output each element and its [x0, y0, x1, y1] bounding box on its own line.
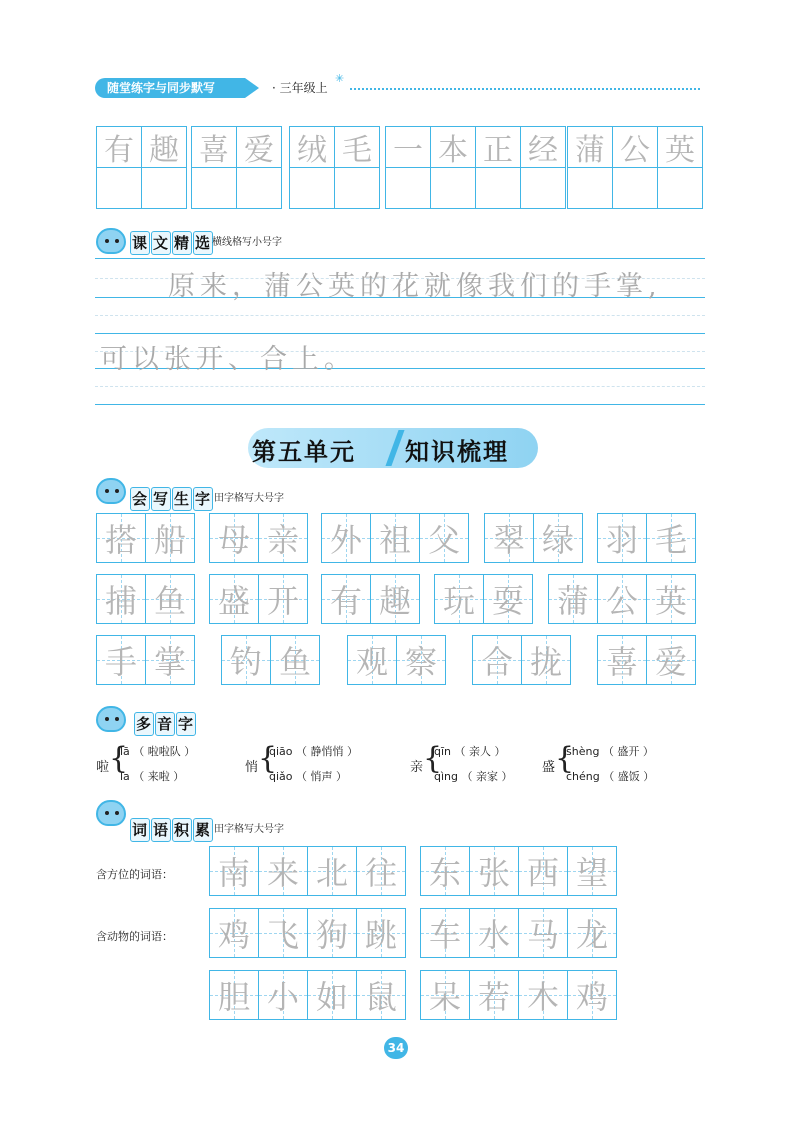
tian-grid-word: [209, 846, 406, 896]
tian-grid-cell[interactable]: [370, 513, 420, 563]
write-chars-title-char: 写: [151, 487, 171, 511]
trace-char: 跳: [364, 916, 397, 954]
tian-grid-cell[interactable]: [434, 574, 484, 624]
blank-write-cell[interactable]: [567, 167, 613, 209]
brace-icon: {: [423, 741, 443, 776]
tian-grid-cell[interactable]: [533, 513, 583, 563]
trace-char: 东: [428, 854, 461, 892]
trace-char: 鱼: [153, 582, 186, 620]
excerpt-title-char: 文: [151, 231, 171, 255]
tian-grid-cell[interactable]: [321, 513, 371, 563]
polyphone-reading: lā （ 啦啦队 ）: [120, 745, 196, 758]
trace-char-cell: 有: [96, 126, 142, 168]
tian-grid-word: [420, 908, 617, 958]
trace-char-cell: 正: [475, 126, 521, 168]
trace-char: 马: [526, 916, 559, 954]
top-word-grid: [385, 126, 566, 209]
trace-char: 绿: [541, 521, 574, 559]
vocab-subtitle: 田字格写大号字: [214, 824, 284, 835]
brace-icon: {: [258, 741, 278, 776]
blank-write-cell[interactable]: [612, 167, 658, 209]
trace-char: 爱: [654, 643, 687, 681]
tian-grid-word: [434, 574, 533, 624]
trace-char: 掌: [153, 643, 186, 681]
tian-grid-word: [209, 574, 308, 624]
tian-grid-cell[interactable]: [258, 574, 308, 624]
polyphone-char: 盛: [542, 760, 556, 775]
polyphone-reading: qiāo （ 静悄悄 ）: [269, 745, 358, 758]
tian-grid-word: [321, 513, 469, 563]
polyphone-reading: qìng （ 亲家 ）: [434, 770, 513, 783]
write-chars-title: [130, 487, 214, 511]
tian-grid-cell[interactable]: [209, 846, 259, 896]
trace-char-cell: 英: [657, 126, 703, 168]
top-word-column: [141, 126, 187, 209]
brace-icon: {: [109, 741, 129, 776]
trace-char: 若: [477, 978, 510, 1016]
trace-char: 望: [575, 854, 608, 892]
panda-icon: [96, 228, 126, 254]
trace-char: 耍: [491, 582, 524, 620]
tian-grid-cell[interactable]: [96, 635, 146, 685]
tian-grid-cell[interactable]: [96, 574, 146, 624]
trace-char: 羽: [605, 521, 638, 559]
trace-char: 手: [104, 643, 137, 681]
tian-grid-cell[interactable]: [420, 908, 470, 958]
polyphone-title-char: 字: [176, 712, 196, 736]
trace-char: 狗: [315, 916, 348, 954]
trace-char-cell: 蒲: [567, 126, 613, 168]
tian-grid-word: [420, 846, 617, 896]
tian-grid-cell[interactable]: [258, 846, 308, 896]
vocab-title-char: 语: [151, 818, 171, 842]
trace-char-cell: 公: [612, 126, 658, 168]
tian-grid-cell[interactable]: [321, 574, 371, 624]
top-word-column: [96, 126, 142, 209]
tian-grid-cell[interactable]: [258, 513, 308, 563]
tian-grid-cell[interactable]: [356, 970, 406, 1020]
trace-char: 趣: [378, 582, 411, 620]
frog-icon: [96, 706, 126, 732]
unit-subtitle: 知识梳理: [405, 437, 509, 466]
tian-grid-word: [347, 635, 446, 685]
tian-grid-cell[interactable]: [469, 970, 519, 1020]
trace-char-cell: 爱: [236, 126, 282, 168]
trace-char: 来: [266, 854, 299, 892]
trace-char: 盛: [217, 582, 250, 620]
excerpt-line-1: 原来，蒲公英的花就像我们的手掌,: [168, 271, 662, 302]
tian-grid-cell[interactable]: [356, 908, 406, 958]
vocab-title-char: 累: [193, 818, 213, 842]
tian-grid-word: [209, 513, 308, 563]
trace-char: 公: [605, 582, 638, 620]
trace-char: 鼠: [364, 978, 397, 1016]
guide-line: [95, 386, 705, 387]
polyphone-title: [134, 712, 197, 736]
tian-grid-cell[interactable]: [646, 513, 696, 563]
tian-grid-word: [597, 513, 696, 563]
top-word-column: [612, 126, 658, 209]
write-chars-title-char: 会: [130, 487, 150, 511]
polyphone-title-char: 音: [155, 712, 175, 736]
tian-grid-word: [96, 513, 195, 563]
trace-char-cell: 经: [520, 126, 566, 168]
excerpt-title-char: 选: [193, 231, 213, 255]
tian-grid-cell[interactable]: [145, 574, 195, 624]
top-word-column: [520, 126, 566, 209]
tian-grid-cell[interactable]: [469, 846, 519, 896]
trace-char: 北: [315, 854, 348, 892]
top-word-column: [191, 126, 237, 209]
tian-grid-cell[interactable]: [270, 635, 320, 685]
tian-grid-cell[interactable]: [419, 513, 469, 563]
excerpt-line-2: 可以张开、合上。: [100, 344, 356, 375]
trace-char: 呆: [428, 978, 461, 1016]
tian-grid-cell[interactable]: [420, 970, 470, 1020]
blank-write-cell[interactable]: [141, 167, 187, 209]
trace-char: 张: [477, 854, 510, 892]
tian-grid-word: [548, 574, 696, 624]
tian-grid-cell[interactable]: [96, 513, 146, 563]
vocab-title-char: 积: [172, 818, 192, 842]
trace-char: 船: [153, 521, 186, 559]
trace-char: 鸡: [575, 978, 608, 1016]
trace-char: 翠: [492, 521, 525, 559]
tian-grid-cell[interactable]: [469, 908, 519, 958]
tian-grid-cell[interactable]: [258, 908, 308, 958]
trace-char: 钓: [229, 643, 262, 681]
trace-char: 观: [355, 643, 388, 681]
trace-char: 水: [477, 916, 510, 954]
tian-grid-cell[interactable]: [484, 513, 534, 563]
trace-char-cell: 趣: [141, 126, 187, 168]
trace-char-cell: 一: [385, 126, 431, 168]
tian-grid-cell[interactable]: [567, 846, 617, 896]
tian-grid-cell[interactable]: [356, 846, 406, 896]
polyphone-char: 啦: [96, 760, 110, 775]
polyphone-title-char: 多: [134, 712, 154, 736]
top-word-column: [657, 126, 703, 209]
guide-line: [95, 315, 705, 316]
tian-grid-word: [420, 970, 617, 1020]
header-arrow: [245, 78, 259, 98]
trace-char: 喜: [605, 643, 638, 681]
trace-char: 捕: [104, 582, 137, 620]
tian-grid-word: [221, 635, 320, 685]
trace-char: 车: [428, 916, 461, 954]
trace-char: 搭: [104, 521, 137, 559]
tian-grid-cell[interactable]: [307, 908, 357, 958]
top-word-grid: [567, 126, 703, 209]
star-icon: ✳: [335, 72, 345, 85]
polyphone-reading: shèng （ 盛开 ）: [566, 745, 654, 758]
tian-grid-cell[interactable]: [209, 574, 259, 624]
tian-grid-word: [597, 635, 696, 685]
write-chars-title-char: 字: [193, 487, 213, 511]
trace-char: 母: [217, 521, 250, 559]
tian-grid-word: [96, 574, 195, 624]
tian-grid-word: [96, 635, 195, 685]
excerpt-subtitle: 横线格写小号字: [212, 237, 282, 248]
rabbit-icon: [96, 800, 126, 826]
blank-write-cell[interactable]: [385, 167, 431, 209]
tian-grid-cell[interactable]: [518, 846, 568, 896]
trace-char: 毛: [654, 521, 687, 559]
tian-grid-cell[interactable]: [646, 635, 696, 685]
trace-char: 鱼: [278, 643, 311, 681]
trace-char: 合: [480, 643, 513, 681]
tian-grid-cell[interactable]: [258, 970, 308, 1020]
book-title-tab: [95, 78, 245, 98]
trace-char-cell: 喜: [191, 126, 237, 168]
vocab-title: [130, 818, 214, 842]
trace-char: 胆: [217, 978, 250, 1016]
blank-write-cell[interactable]: [475, 167, 521, 209]
top-word-column: [385, 126, 431, 209]
blank-write-cell[interactable]: [430, 167, 476, 209]
trace-char: 飞: [266, 916, 299, 954]
tian-grid-cell[interactable]: [209, 513, 259, 563]
writing-line: [95, 258, 705, 259]
top-word-column: [567, 126, 613, 209]
tian-grid-cell[interactable]: [597, 574, 647, 624]
grade-label: · 三年级上: [272, 81, 328, 95]
tian-grid-cell[interactable]: [567, 908, 617, 958]
tian-grid-cell[interactable]: [145, 635, 195, 685]
top-word-column: [289, 126, 335, 209]
tian-grid-word: [209, 908, 406, 958]
tian-grid-cell[interactable]: [518, 970, 568, 1020]
blank-write-cell[interactable]: [334, 167, 380, 209]
polyphone-char: 悄: [245, 760, 259, 775]
book-title: 随堂练字与同步默写: [107, 81, 216, 95]
top-word-grid: [96, 126, 187, 209]
tian-grid-cell[interactable]: [597, 635, 647, 685]
excerpt-title-char: 精: [172, 231, 192, 255]
trace-char: 木: [526, 978, 559, 1016]
tian-grid-cell[interactable]: [646, 574, 696, 624]
write-chars-subtitle: 田字格写大号字: [214, 493, 284, 504]
vocab-title-char: 词: [130, 818, 150, 842]
blank-write-cell[interactable]: [520, 167, 566, 209]
tian-grid-cell[interactable]: [597, 513, 647, 563]
write-chars-title-char: 生: [172, 487, 192, 511]
blank-write-cell[interactable]: [236, 167, 282, 209]
tian-grid-cell[interactable]: [307, 846, 357, 896]
page-number: 34: [384, 1037, 408, 1059]
tian-grid-cell[interactable]: [518, 908, 568, 958]
excerpt-title: [130, 231, 214, 255]
tian-grid-cell[interactable]: [209, 908, 259, 958]
trace-char-cell: 毛: [334, 126, 380, 168]
trace-char: 开: [266, 582, 299, 620]
trace-char: 拢: [529, 643, 562, 681]
tian-grid-word: [209, 970, 406, 1020]
trace-char: 西: [526, 854, 559, 892]
polyphone-reading: chéng （ 盛饭 ）: [566, 770, 655, 783]
trace-char: 父: [427, 521, 460, 559]
trace-char: 南: [217, 854, 250, 892]
polyphone-reading: qiǎo （ 悄声 ）: [269, 770, 347, 783]
top-word-column: [236, 126, 282, 209]
tian-grid-cell[interactable]: [548, 574, 598, 624]
top-word-column: [430, 126, 476, 209]
tian-grid-word: [484, 513, 583, 563]
polyphone-reading: qīn （ 亲人 ）: [434, 745, 506, 758]
trace-char-cell: 绒: [289, 126, 335, 168]
writing-line: [95, 333, 705, 334]
tian-grid-cell[interactable]: [521, 635, 571, 685]
trace-char: 有: [329, 582, 362, 620]
trace-char: 察: [404, 643, 437, 681]
blank-write-cell[interactable]: [657, 167, 703, 209]
excerpt-title-char: 课: [130, 231, 150, 255]
top-word-column: [334, 126, 380, 209]
trace-char: 英: [654, 582, 687, 620]
polyphone-reading: la （ 来啦 ）: [120, 770, 185, 783]
header-dotted-line: [350, 88, 700, 90]
tian-grid-cell[interactable]: [420, 846, 470, 896]
tian-grid-cell[interactable]: [370, 574, 420, 624]
trace-char: 如: [315, 978, 348, 1016]
tian-grid-cell[interactable]: [472, 635, 522, 685]
cow-icon: [96, 478, 126, 504]
trace-char: 外: [329, 521, 362, 559]
tian-grid-cell[interactable]: [483, 574, 533, 624]
top-word-grid: [191, 126, 282, 209]
trace-char: 龙: [575, 916, 608, 954]
tian-grid-word: [472, 635, 571, 685]
trace-char-cell: 本: [430, 126, 476, 168]
blank-write-cell[interactable]: [191, 167, 237, 209]
trace-char: 玩: [442, 582, 475, 620]
trace-char: 往: [364, 854, 397, 892]
tian-grid-cell[interactable]: [145, 513, 195, 563]
blank-write-cell[interactable]: [96, 167, 142, 209]
writing-line: [95, 404, 705, 405]
tian-grid-word: [321, 574, 420, 624]
trace-char: 祖: [378, 521, 411, 559]
tian-grid-cell[interactable]: [567, 970, 617, 1020]
tian-grid-cell[interactable]: [347, 635, 397, 685]
tian-grid-cell[interactable]: [209, 970, 259, 1020]
top-word-grid: [289, 126, 380, 209]
tian-grid-cell[interactable]: [221, 635, 271, 685]
tian-grid-cell[interactable]: [396, 635, 446, 685]
tian-grid-cell[interactable]: [307, 970, 357, 1020]
polyphone-char: 亲: [410, 760, 424, 775]
top-word-column: [475, 126, 521, 209]
animal-words-label: 含动物的词语：: [96, 930, 173, 943]
trace-char: 小: [266, 978, 299, 1016]
direction-words-label: 含方位的词语：: [96, 868, 173, 881]
blank-write-cell[interactable]: [289, 167, 335, 209]
unit-title: 第五单元: [252, 437, 356, 466]
trace-char: 鸡: [217, 916, 250, 954]
trace-char: 亲: [266, 521, 299, 559]
brace-icon: {: [555, 741, 575, 776]
trace-char: 蒲: [556, 582, 589, 620]
